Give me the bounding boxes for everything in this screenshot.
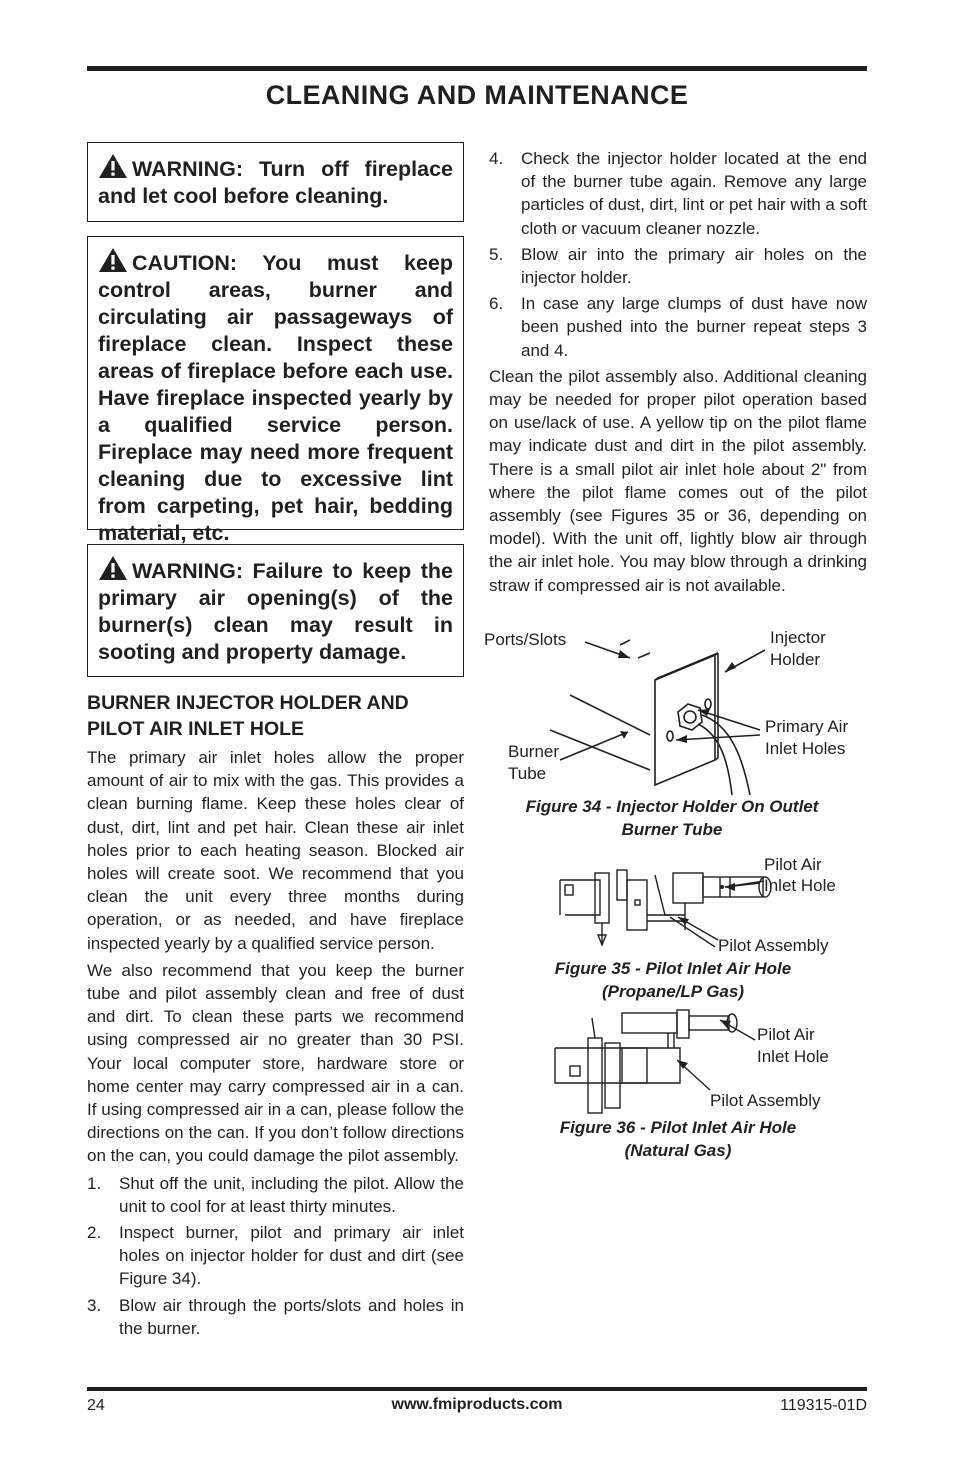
paragraph-compressed-air: We also recommend that you keep the burner tube and pilot assembly clean and free of dust and dirt. To clean these parts we recommend using compressed air no greater than 30 PSI. Your local computer store, hardware store or home center may carry compressed air in a can. If using compressed air in a can, please follow the directions on the can. If you don’t follow directions on the can, you could damage the pilot assembly. <box>87 960 464 1166</box>
label-pilot-assembly-35: Pilot Assembly <box>718 936 829 955</box>
bottom-rule <box>87 1387 867 1391</box>
figure-36-leaders <box>665 1015 765 1095</box>
warning-sooting-text: WARNING: Failure to keep the primary air opening(s) of the burner(s) clean may result in sooting and property damage. <box>98 559 453 664</box>
label-pilot-air-36-2: Inlet Hole <box>757 1047 829 1066</box>
label-pilot-air-35-1: Pilot Air <box>764 855 822 874</box>
caution-text: CAUTION: You must keep control areas, burner and circulating air passageways of fireplace clean. Inspect these areas of fireplace before each use. Have fireplace inspected yearly by a qualified service person. Fireplace may need more frequent cleaning due to excessive lint from carpeting, pet hair, bedding material, etc. <box>98 251 453 545</box>
label-pilot-assembly-36: Pilot Assembly <box>710 1091 821 1110</box>
right-column <box>489 147 867 597</box>
top-rule <box>87 66 867 71</box>
list-item: 3. Blow air through the ports/slots and holes in the burner. <box>87 1295 464 1338</box>
warning-triangle-icon <box>98 555 128 581</box>
figure-35-caption-1: Figure 35 - Pilot Inlet Air Hole <box>554 959 792 978</box>
label-pilot-air-36-1: Pilot Air <box>757 1025 815 1044</box>
paragraph-air-inlet: The primary air inlet holes allow the proper amount of air to mix with the gas. This provides a clean burning flame. Keep these holes clear of dust, dirt, lint and pet hair. Clean these air inlet holes prior to each heating season. Blocked air holes will create soot. We recommend that you clean the unit every three months during operation, or as needed, and have fireplace inspected yearly by a qualified service person. <box>87 748 464 953</box>
steps-list-right <box>489 147 867 362</box>
list-item: 4. Check the injector holder located at the end of the burner tube again. Remove any large particles of dust, dirt, lint or pet hair with a soft cloth or vacuum cleaner nozzle. <box>489 149 867 238</box>
list-item: 1. Shut off the unit, including the pilot. Allow the unit to cool for at least thirty minutes. <box>87 1173 464 1216</box>
warning-box-cool <box>87 142 464 222</box>
list-item: 5. Blow air into the primary air holes on the injector holder. <box>489 244 867 288</box>
label-injector-holder-2: Holder <box>770 650 821 669</box>
left-column <box>87 142 464 1343</box>
caution-box <box>87 236 464 545</box>
figure-34-caption-2: Burner Tube <box>621 820 723 839</box>
list-item: 6. In case any large clumps of dust have now been pushed into the burner repeat steps 3 and 4. <box>489 294 867 360</box>
figure-35-caption-2: (Propane/LP Gas) <box>601 982 744 1001</box>
section-heading: BURNER INJECTOR HOLDER AND PILOT AIR INLET HOLE <box>87 692 409 740</box>
warning-triangle-icon <box>98 153 128 179</box>
label-primary-air-2: Inlet Holes <box>765 739 846 758</box>
page-number: 24 <box>87 1397 105 1414</box>
label-burner-tube-2: Tube <box>508 764 547 783</box>
figure-36-caption-2: (Natural Gas) <box>624 1141 732 1160</box>
page-title: CLEANING AND MAINTENANCE <box>265 80 689 110</box>
label-burner-tube-1: Burner <box>508 742 560 761</box>
warning-triangle-icon <box>98 247 128 273</box>
paragraph-pilot: Clean the pilot assembly also. Additional cleaning may be needed for proper pilot operation based on use/lack of use. A yellow tip on the pilot flame may indicate dust and dirt in the pilot assembly. There is a small pilot air inlet hole about 2" from where the pilot flame comes out of the pilot assembly (see Figures 35 or 36, depending on model). With the unit off, lightly blow air through the air inlet hole. You may blow through a drinking straw if compressed air is not available. <box>489 366 867 595</box>
footer-url: www.fmiproducts.com <box>391 1396 563 1413</box>
warning-box-sooting <box>87 544 464 677</box>
document-number: 119315-01D <box>780 1397 867 1414</box>
figure-34-caption-1: Figure 34 - Injector Holder On Outlet <box>525 797 819 816</box>
label-injector-holder-1: Injector <box>770 628 826 647</box>
steps-list-left <box>87 1172 464 1340</box>
label-pilot-air-35-2: Inlet Hole <box>764 876 836 895</box>
warning-cool-text: WARNING: Turn off fireplace and let cool before cleaning. <box>98 157 453 208</box>
figure-36-caption-1: Figure 36 - Pilot Inlet Air Hole <box>559 1118 797 1137</box>
list-item: 2. Inspect burner, pilot and primary air inlet holes on injector holder for dust and dirt (see Figure 34). <box>87 1223 464 1289</box>
label-primary-air-1: Primary Air <box>765 717 849 736</box>
label-ports-slots: Ports/Slots <box>484 630 567 649</box>
